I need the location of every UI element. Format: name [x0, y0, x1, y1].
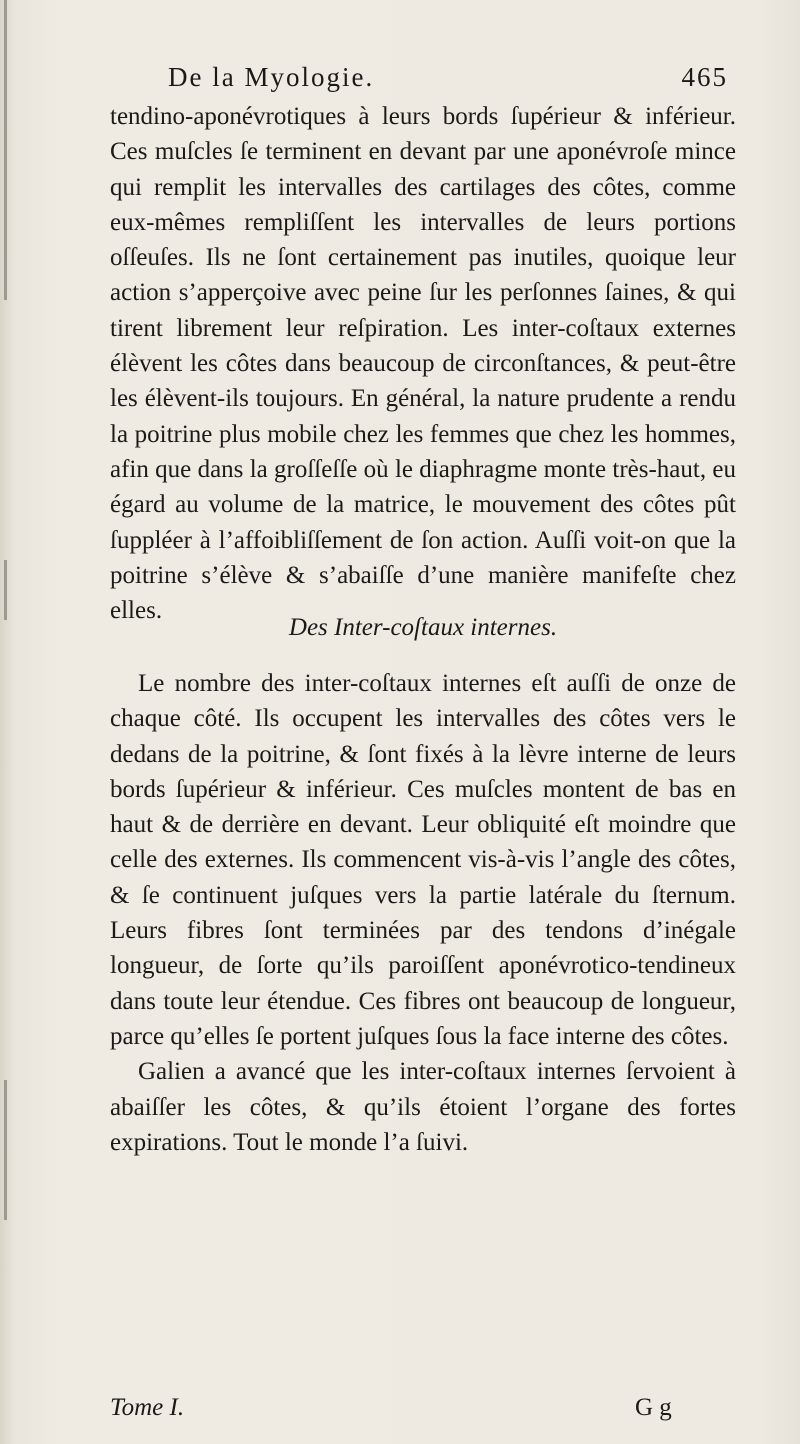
- binding-edge-mark: [4, 1080, 7, 1220]
- body-text-section: [110, 666, 736, 1160]
- page-number: 465: [681, 62, 728, 92]
- signature-mark: G g: [635, 1394, 672, 1421]
- page-footer: [110, 1394, 736, 1430]
- paragraph: Galien a avancé que les inter-coſtaux internes ſervoient à abaiſſer les côtes, & qu’ils étoient l’organe des fortes expirations. Tout le monde l’a ſuivi.: [110, 1058, 736, 1156]
- binding-edge-mark: [4, 0, 7, 300]
- running-header: [168, 62, 728, 102]
- body-text-top: [110, 99, 736, 628]
- paragraph: tendino-aponévrotiques à leurs bords ſupérieur & inférieur. Ces muſcles ſe terminent en devant par une aponévroſe mince qui remplit les intervalles des cartilages des côtes, comme eux-mêmes rempliſſent les intervalles de leurs portions oſſeuſes. Ils ne ſont certainement pas inutiles, quoique leur action s’apperçoive avec peine ſur les perſonnes ſaines, & qui tirent librement leur reſpiration. Les inter-coſtaux externes élèvent les côtes dans beaucoup de circonſtances, & peut-être les élèvent-ils toujours. En général, la nature prudente a rendu la poitrine plus mobile chez les femmes que chez les hommes, afin que dans la groſſeſſe où le diaphragme monte très-haut, eu égard au volume de la matrice, le mouvement des côtes pût ſuppléer à l’affoibliſſement de ſon action. Auſſi voit-on que la poitrine s’élève & s’abaiſſe d’une manière manifeſte chez elles.: [110, 103, 736, 625]
- binding-edge-mark: [4, 560, 7, 620]
- volume-label: Tome I.: [110, 1394, 185, 1421]
- paragraph: Le nombre des inter-coſtaux internes eſt auſſi de onze de chaque côté. Ils occupent les intervalles des côtes vers le dedans de la poitrine, & ſont fixés à la lèvre interne de leurs bords ſupérieur & inférieur. Ces muſcles montent de bas en haut & de derrière en devant. Leur obliquité eſt moindre que celle des externes. Ils commencent vis-à-vis l’angle des côtes, & ſe continuent juſques vers la partie latérale du ſternum. Leurs fibres ſont terminées par des tendons d’inégale longueur, de ſorte qu’ils paroiſſent aponévrotico-tendineux dans toute leur étendue. Ces fibres ont beaucoup de longueur, parce qu’elles ſe portent juſques ſous la face interne des côtes.: [110, 670, 736, 1050]
- running-title: De la Myologie.: [168, 62, 375, 92]
- section-heading: Des Inter-coſtaux internes.: [288, 614, 558, 641]
